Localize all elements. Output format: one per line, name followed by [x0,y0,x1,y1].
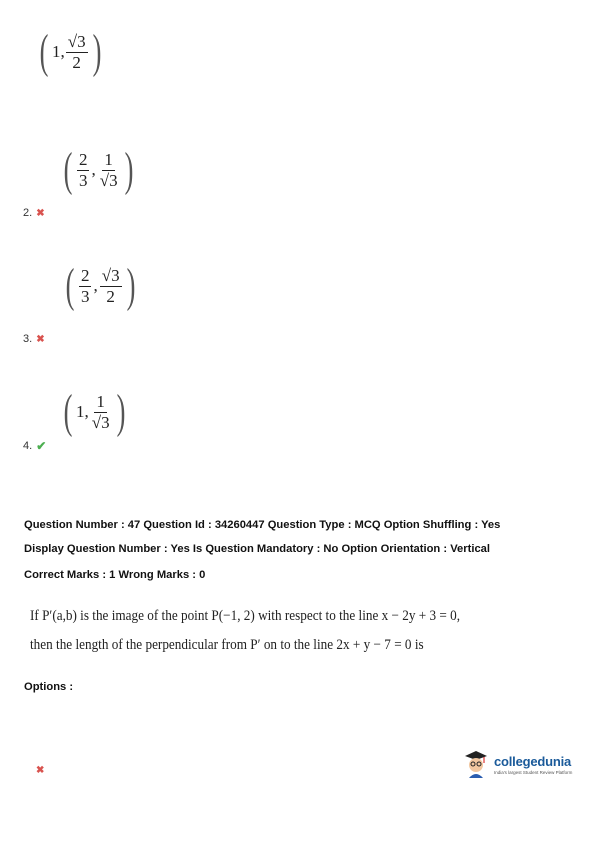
option-4-first: 1, [75,402,89,421]
option-2-number: 2. [23,207,33,219]
option-3-fraction-b [100,267,122,306]
option-2-num-a: 2 [78,149,88,169]
option-3-den-a: 3 [80,286,90,306]
left-paren: ( [63,385,73,438]
option-2-fraction-a [77,151,90,190]
comma: , [93,276,98,295]
option-1-first: 1, [51,42,65,61]
graduate-mascot-icon [462,749,490,779]
option-4-numerator: 1 [96,391,105,411]
option-4-math [60,385,129,438]
option-3-den-b: 2 [106,286,115,306]
option-2-math [60,143,137,196]
cross-icon: ✖ [36,207,45,219]
next-option-marker [36,765,44,776]
option-3-num-b: √3 [101,265,120,285]
right-paren: ) [124,143,133,196]
question-meta-line-3: Correct Marks : 1 Wrong Marks : 0 [24,569,206,581]
check-icon: ✔ [36,439,47,453]
option-2-fraction-b [98,151,120,190]
right-paren: ) [116,385,125,438]
option-3-label [23,333,45,345]
comma: , [91,160,96,179]
left-paren: ( [65,259,75,312]
question-meta-line-1: Question Number : 47 Question Id : 34260447 Question Type : MCQ Option Shuffling : Yes [24,519,501,531]
option-3-fraction-a [79,267,92,306]
option-3-number: 3. [23,333,33,345]
question-text-line-2: then the length of the perpendicular from P′ on to the line 2x + y − 7 = 0 is [30,637,424,653]
right-paren: ) [92,25,101,78]
option-2-label [23,207,45,219]
cross-icon: ✖ [36,765,45,776]
question-meta-line-2: Display Question Number : Yes Is Question Mandatory : No Option Orientation : Vertical [24,543,491,555]
question-text-line-1: If P′(a,b) is the image of the point P(−1, 2) with respect to the line x − 2y + 3 = 0, [30,608,461,624]
left-paren: ( [39,25,49,78]
right-paren: ) [126,259,135,312]
option-1-denominator: 2 [72,52,81,72]
option-1-numerator: √3 [67,31,86,51]
cross-icon: ✖ [36,333,45,345]
logo-name: collegedunia [494,753,572,769]
left-paren: ( [63,143,73,196]
option-1-fraction [66,33,88,72]
option-4-label [23,439,46,453]
options-label: Options : [24,681,74,693]
option-4-denominator: √3 [91,412,110,432]
logo-tagline: India's largest Student Review Platform [494,769,573,775]
option-3-num-a: 2 [80,265,90,285]
option-4-number: 4. [23,440,33,452]
option-2-den-a: 3 [78,170,88,190]
collegedunia-logo [462,748,582,780]
option-4-fraction [90,393,112,432]
option-1-math [36,25,105,78]
option-2-num-b: 1 [104,149,113,169]
option-2-den-b: √3 [99,170,118,190]
option-3-math [62,259,139,312]
